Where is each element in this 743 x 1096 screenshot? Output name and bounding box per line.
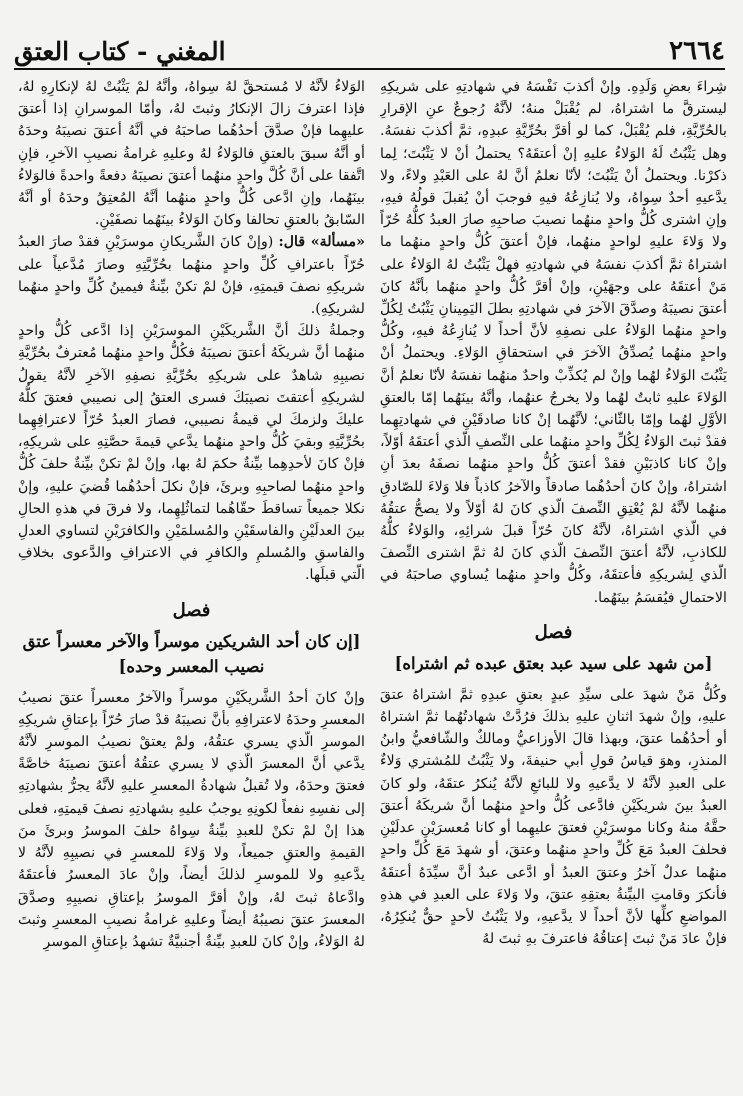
paragraph: الوَلاءُ لأنَّهُ لا مُستحقَّ لهُ سِواهُ، وأنَّهُ لمْ يَثْبُتْ لهُ لإنكارِهِ لهُ، فإذا اعترفَ زالَ الإنكارُ وثبتَ لهُ، وأمّا الموسرانِ إذا أعتقَ عليهِما فإنْ صدَّقَ أحدُهُما صاحبَهُ في أنَّهُ أعتقَ نصيبَهُ وحدَهُ أو أنَّهُ سبقَ بالعتقِ فالوَلاءُ لهُ وعليهِ غرامةُ نصيبِ الآخرِ، فإنِ اتَّفقا على أنَّ كُلَّ واحدٍ منهُما أعتقَ نصيبَهُ دفعةً واحدةً فالوَلاءُ بينَهُما، وإنِ ادَّعى كُلُّ واحدٍ منهُما أنَّهُ المُعتِقُ وحدَهُ أو أنَّهُ السّابقُ بالعتقِ تحالفا وكانَ الوَلاءُ بينَهُما نصفَيْنِ. [18, 79, 365, 229]
section-heading: فصل [534, 621, 573, 643]
right-column [380, 76, 727, 1086]
left-column [18, 76, 365, 1086]
paragraph: شِراءَ بعضِ وَلَدِهِ. وإنْ أكذبَ نَفْسَهُ في شهادتِهِ على شريكِهِ ليسترقَّ ما اشتراهُ، لم يُقْبَلْ منهُ؛ لأنَّهُ رُجوعٌ عنِ الإقرارِ بالحُرِّيَّةِ، فلم يُقْبَلْ، كما لو أقرَّ بحُرِّيَّةِ عبدِهِ، ثمَّ أكذبَ نفسَهُ. وهل يَثْبُتُ لَهُ الوَلاءُ عليهِ إنْ أعتقَهُ؟ يحتملُ أنْ لا يَثْبُتَ؛ لِما ذكرْنا. ويحتملُ أنْ يَثْبُتَ؛ لأنّا نعلمُ أنَّ لهُ على العَبْدِ ولاءً، ولا يدَّعيهِ أحدٌ سِواهُ، ولا يُنازِعُهُ فيهِ فوجبَ أنْ يُقبلَ قولُهُ فيهِ، وإنِ اشترى كُلُّ واحدٍ منهُما نصيبَ صاحبِهِ صارَ العبدُ كلُّهُ حُرّاً ولا وَلاءَ عليهِ لواحدٍ منهُما، فإنْ أعتقَ كُلُّ واحدٍ منهُما ما اشتراهُ ثمَّ أكذبَ نفسَهُ في شهادتِهِ فهلْ يَثْبُتُ لهُ الوَلاءُ على مَنْ أعتقَهُ على وجهَيْنِ، وإنْ أقرَّ كُلُّ واحدٍ منهُما بأنَّهُ كانَ أعتقَ نصيبَهُ وصدَّقَ الآخرَ في شهادتِهِ بطلَ اليَمِينانِ يَثْبُتُ لِكُلِّ واحدٍ منهُما الوَلاءُ على نصفِهِ لأنَّ أحداً لا يُنازِعُهُ فيهِ، وكُلُّ واحدٍ منهُما يُصدِّقُ الآخرَ في استحقاقِ الوَلاءِ. ويحتملُ أنْ يَثْبُتَ الوَلاءُ لهُما وإنْ لم يُكذِّبْ واحدٌ منهُما نفسَهُ لأنّا نعلمُ أنَّ الوَلاءَ عليهِ ثابتٌ لهُما ولا يخرجُ عنهُما، وأنَّهُ بينَهُما إمّا بالعتقِ الأوَّلِ لهُما وإمّا بالثّاني؛ لأنَّهُما إنْ كانا صادقَيْنِ في شهادتِهِما فقدْ ثبتَ الوَلاءُ لِكُلِّ واحدٍ منهُما على النِّصفِ الّذي أعتقَهُ أوّلاً، وإنْ كانا كاذبَيْنِ فقدْ أعتقَ كُلُّ واحدٍ منهُما نصفَهُ بعدَ أنِ اشتراهُ، وإنْ كانَ أحدُهُما صادقاً والآخرُ كاذباً فلا وَلاءَ للصّادقِ منهُما لأنَّهُ لمْ يُعْتِقِ النِّصفَ الّذي كانَ لهُ أوّلاً ولا يصحُّ عتقُهُ في الّذي اشتراهُ، لأنَّهُ كانَ حُرّاً قبلَ شرائِهِ، والوَلاءُ كلُّهُ للكاذبِ، لأنَّهُ أعتقَ النِّصفَ الّذي كانَ لهُ ثمَّ اشترى النِّصفَ الّذي لِشريكِهِ فأعتقَهُ، وكُلُّ واحدٍ منهُما يُساوي صاحبَهُ في الاحتمالِ فيُقسَمُ بينَهُما. [380, 79, 727, 606]
masala-text: (وإنْ كانَ الشَّريكانِ موسرَيْنِ فقدْ صارَ العبدُ حُرّاً باعترافِ كُلِّ واحدٍ منهُما بحُرِّيَّتِهِ وصارَ مُدَّعياً على شريكِهِ نصفَ قيمتِهِ، فإنْ لمْ تكنْ بيِّنةٌ فيمينُ كُلِّ واحدٍ منهُما لشريكِهِ). [18, 234, 365, 318]
header-rule [14, 68, 725, 70]
running-head: المغني - كتاب العتق [14, 37, 226, 66]
section-subtitle: [من شهد على سيد عبد بعتق عبده ثم اشتراه] [394, 653, 713, 673]
paragraph: وجملةُ ذلكَ أنَّ الشَّريكَيْنِ الموسرَيْنِ إذا ادَّعى كُلُّ واحدٍ منهُما أنَّ شريكَهُ أعتقَ نصيبَهُ فكُلُّ واحدٍ منهُما مُعترفٌ بحُرِّيَّةِ نصيبِهِ شاهدٌ على شريكِهِ بحُرِّيَّةِ نصفِهِ الآخرِ لأنَّهُ يقولُ لشريكِهِ أعتقتَ نصيبَكَ فسرى العتقُ إلى نصيبي فعتقَ كلُّهُ عليكَ ولزمكَ لي قيمةُ نصيبي، فصارَ العبدُ حُرّاً لاعترافِهِما بحُرِّيَّتِهِ وبقيَ كُلُّ واحدٍ منهُما يدَّعي قيمةَ حصَّتِهِ على شريكِهِ، فإنْ كانَ لأحدِهِما بيِّنةٌ حكمَ لهُ بها، وإنْ لمْ تكنْ بيِّنةٌ حلفَ كُلُّ واحدٍ منهُما لصاحبِهِ وبرئَ، فإنْ نكلَ أحدُهُما قُضيَ عليهِ، وإنْ نكلا جميعاً تساقطَ حقّاهُما لتماثُلِهِما، ولا فرقَ في هذهِ الحالِ بينَ العدلَيْنِ والفاسقَيْنِ والمُسلمَيْنِ والكافرَيْنِ لتساوي العدلِ والفاسقِ والمُسلمِ والكافرِ في الاعترافِ والدَّعوى بخلافِ الّتي قبلَها. [18, 323, 365, 584]
masala-paragraph [18, 231, 365, 320]
paragraph: وكُلُّ مَنْ شهدَ على سيِّدِ عبدٍ بعتقِ عبدِهِ ثمَّ اشتراهُ عتقَ عليهِ، وإنْ شهدَ اثنانِ عليهِ بذلكَ فرُدَّتْ شهادتُهُما ثمَّ اشتراهُ أو أحدُهُما عتقَ، وبهذا قالَ الأوزاعيُّ ومالكٌ والشّافعيُّ وابنُ المنذرِ، وهوَ قياسُ قولِ أبي حنيفةَ، ولا يَثْبُتُ للمُشتري وَلاءٌ على العبدِ لأنَّهُ لا يدَّعيهِ ولا للبائعِ لأنَّهُ يُنكرُ عتقَهُ، ولو كانَ العبدُ بينَ شريكَيْنِ فادَّعى كُلُّ واحدٍ منهُما أنَّ شريكَهُ أعتقَ حقَّهُ منهُ وكانا موسرَيْنِ فعتقَ عليهِما أو كانا مُعسرَيْنِ عدلَيْنِ فحلفَ العبدُ مَعَ كُلِّ واحدٍ منهُما وعتقَ، أو شهدَ مَعَ كُلِّ واحدٍ منهُما عدلٌ آخرُ وعتقَ العبدُ أو ادَّعى عبدٌ أنَّ سيِّدَهُ أعتقَهُ فأنكرَ وقامتِ البيِّنةُ بعتقِهِ عتقَ، ولا وَلاءَ على العبدِ في هذهِ المواضعِ كلِّها لأنَّ أحداً لا يدَّعيهِ، ولا يَثْبُتُ لأحدٍ حقٌّ يُنكِرُهُ، فإنْ عادَ مَنْ ثبتَ إعتاقُهُ فاعترفَ بهِ ثبتَ لهُ [380, 686, 727, 948]
section-heading: فصل [172, 599, 211, 621]
masala-lead: «مسألة» قال: [278, 234, 365, 251]
page-number: ٢٦٦٤ [669, 36, 725, 66]
section-subtitle: [إن كان أحد الشريكين موسراً والآخر معسراً عتق نصيب المعسر وحده] [22, 631, 361, 676]
page-header [14, 18, 725, 66]
paragraph: وإنْ كانَ أحدُ الشَّريكَيْنِ موسراً والآخرُ معسراً عتقَ نصيبُ المعسرِ وحدَهُ لاعترافِهِ بأنَّ نصيبَهُ قدْ صارَ حُرّاً بإعتاقِ شريكِهِ الموسرِ الّذي يسري عتقُهُ، ولمْ يعتقْ نصيبُ الموسرِ لأنَّهُ يدَّعي أنَّ المعسرَ الّذي لا يسري عتقُهُ أعتقَ نصيبَهُ خاصَّةً فعتقَ وحدَهُ، ولا تُقبلُ شهادةُ المعسرِ عليهِ لأنَّهُ يجرُّ بشهادتِهِ إلى نفسِهِ نفعاً لكونِهِ يوجبُ عليهِ بشهادتِهِ نصفَ قيمتِهِ، فعلى هذا إنْ لمْ تكنْ للعبدِ بيِّنةٌ سِواهُ حلفَ الموسرُ وبرئَ منَ القيمةِ والعتقِ جميعاً، ولا وَلاءَ للمعسرِ في نصيبِهِ لأنَّهُ لا يدَّعيهِ ولا للموسرِ لذلكَ أيضاً، وإنْ عادَ المعسرُ فأعتقَهُ وادَّعاهُ ثبتَ لهُ، وإنْ أقرَّ الموسرُ بإعتاقِ نصيبِهِ وصدَّقَ المعسرَ عتقَ نصيبُهُ أيضاً وعليهِ غرامةُ نصيبِ المعسرِ وثبتَ لهُ الوَلاءُ، وإنْ كانَ للعبدِ بيِّنةٌ أجنبيَّةٌ تشهدُ بإعتاقِ الموسرِ [18, 689, 365, 950]
